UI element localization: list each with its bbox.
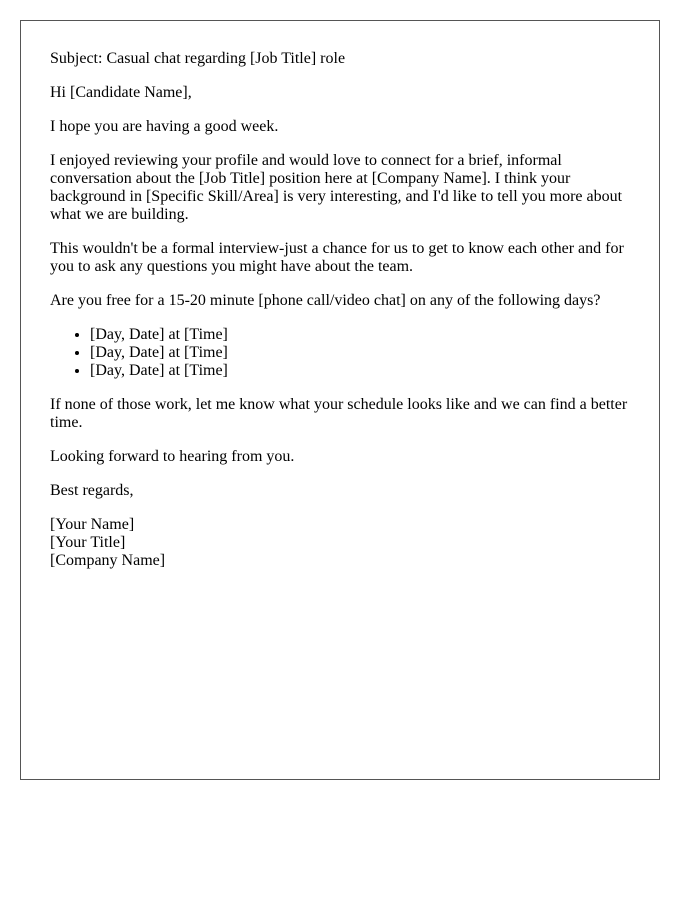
signoff: Best regards,	[50, 482, 134, 499]
signature-name: [Your Name]	[50, 516, 135, 533]
letter-body	[50, 50, 635, 570]
email-subject: Subject: Casual chat regarding [Job Title] role	[50, 50, 346, 67]
closing-line: Looking forward to hearing from you.	[50, 448, 295, 465]
signature-company: [Company Name]	[50, 552, 166, 569]
letter-frame	[20, 20, 660, 780]
time-options-list	[50, 326, 635, 380]
time-option: • [Day, Date] at [Time]	[90, 362, 635, 380]
signature-title: [Your Title]	[50, 534, 126, 551]
time-option: • [Day, Date] at [Time]	[90, 326, 635, 344]
opening-line: I hope you are having a good week.	[50, 118, 279, 135]
alternative-paragraph: If none of those work, let me know what your schedule looks like and we can find a better time.	[50, 396, 628, 431]
availability-question: Are you free for a 15-20 minute [phone call/video chat] on any of the following days?	[50, 292, 601, 309]
signature-block	[50, 516, 635, 570]
greeting: Hi [Candidate Name],	[50, 84, 192, 101]
body-paragraph-2: This wouldn't be a formal interview-just a chance for us to get to know each other and for you to ask any questions you might have about the team.	[50, 240, 624, 275]
body-paragraph-1: I enjoyed reviewing your profile and would love to connect for a brief, informal conversation about the [Job Title] position here at [Company Name]. I think your background in [Specific Skill/Area] is very interesting, and I'd like to tell you more about what we are building.	[50, 152, 623, 223]
time-option: • [Day, Date] at [Time]	[90, 344, 635, 362]
